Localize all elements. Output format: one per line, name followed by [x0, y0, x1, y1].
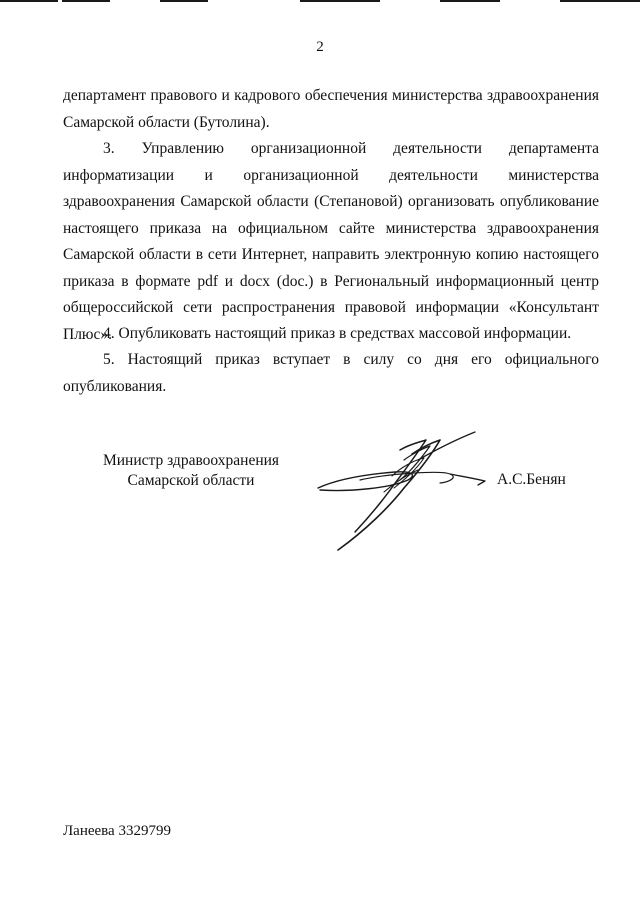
signatory-position-line-1: Министр здравоохранения — [102, 452, 280, 469]
paragraph-3 — [63, 136, 599, 348]
edge-segment — [0, 0, 58, 2]
edge-segment — [300, 0, 380, 2]
paragraph-4 — [63, 321, 599, 348]
paragraph-text: 4. Опубликовать настоящий приказ в средствах массовой информации. — [103, 325, 572, 342]
executor-note: Ланеева 3329799 — [63, 823, 171, 839]
handwritten-signature-icon — [300, 430, 500, 560]
paragraph-text: 5. Настоящий приказ вступает в силу со дня его официального опубликования. — [63, 351, 599, 395]
edge-segment — [160, 0, 208, 2]
signatory-name: А.С.Бенян — [497, 471, 566, 488]
edge-segment — [560, 0, 640, 2]
paragraph-5 — [63, 347, 599, 400]
scan-top-edge — [0, 0, 640, 4]
paragraph-continuation — [63, 83, 599, 136]
edge-segment — [62, 0, 110, 2]
page-number: 2 — [316, 39, 324, 55]
signatory-position — [63, 451, 319, 491]
paragraph-text: 3. Управлению организационной деятельности департамента информатизации и организационной деятельности министерства здравоохранения Самарской области (Степановой) организовать опубликование настоящего приказа на официальном сайте министерства здравоохранения Самарской области в сети Интернет, направить электронную копию настоящего приказа в формате pdf и docx (doc.) в Региональный информационный центр общероссийской сети распространения правовой информации «Консультант Плюс». — [63, 140, 599, 343]
edge-segment — [440, 0, 500, 2]
signatory-position-line-2: Самарской области — [127, 472, 255, 489]
paragraph-text: департамент правового и кадрового обеспечения министерства здравоохранения Самарской области (Бутолина). — [63, 87, 599, 131]
